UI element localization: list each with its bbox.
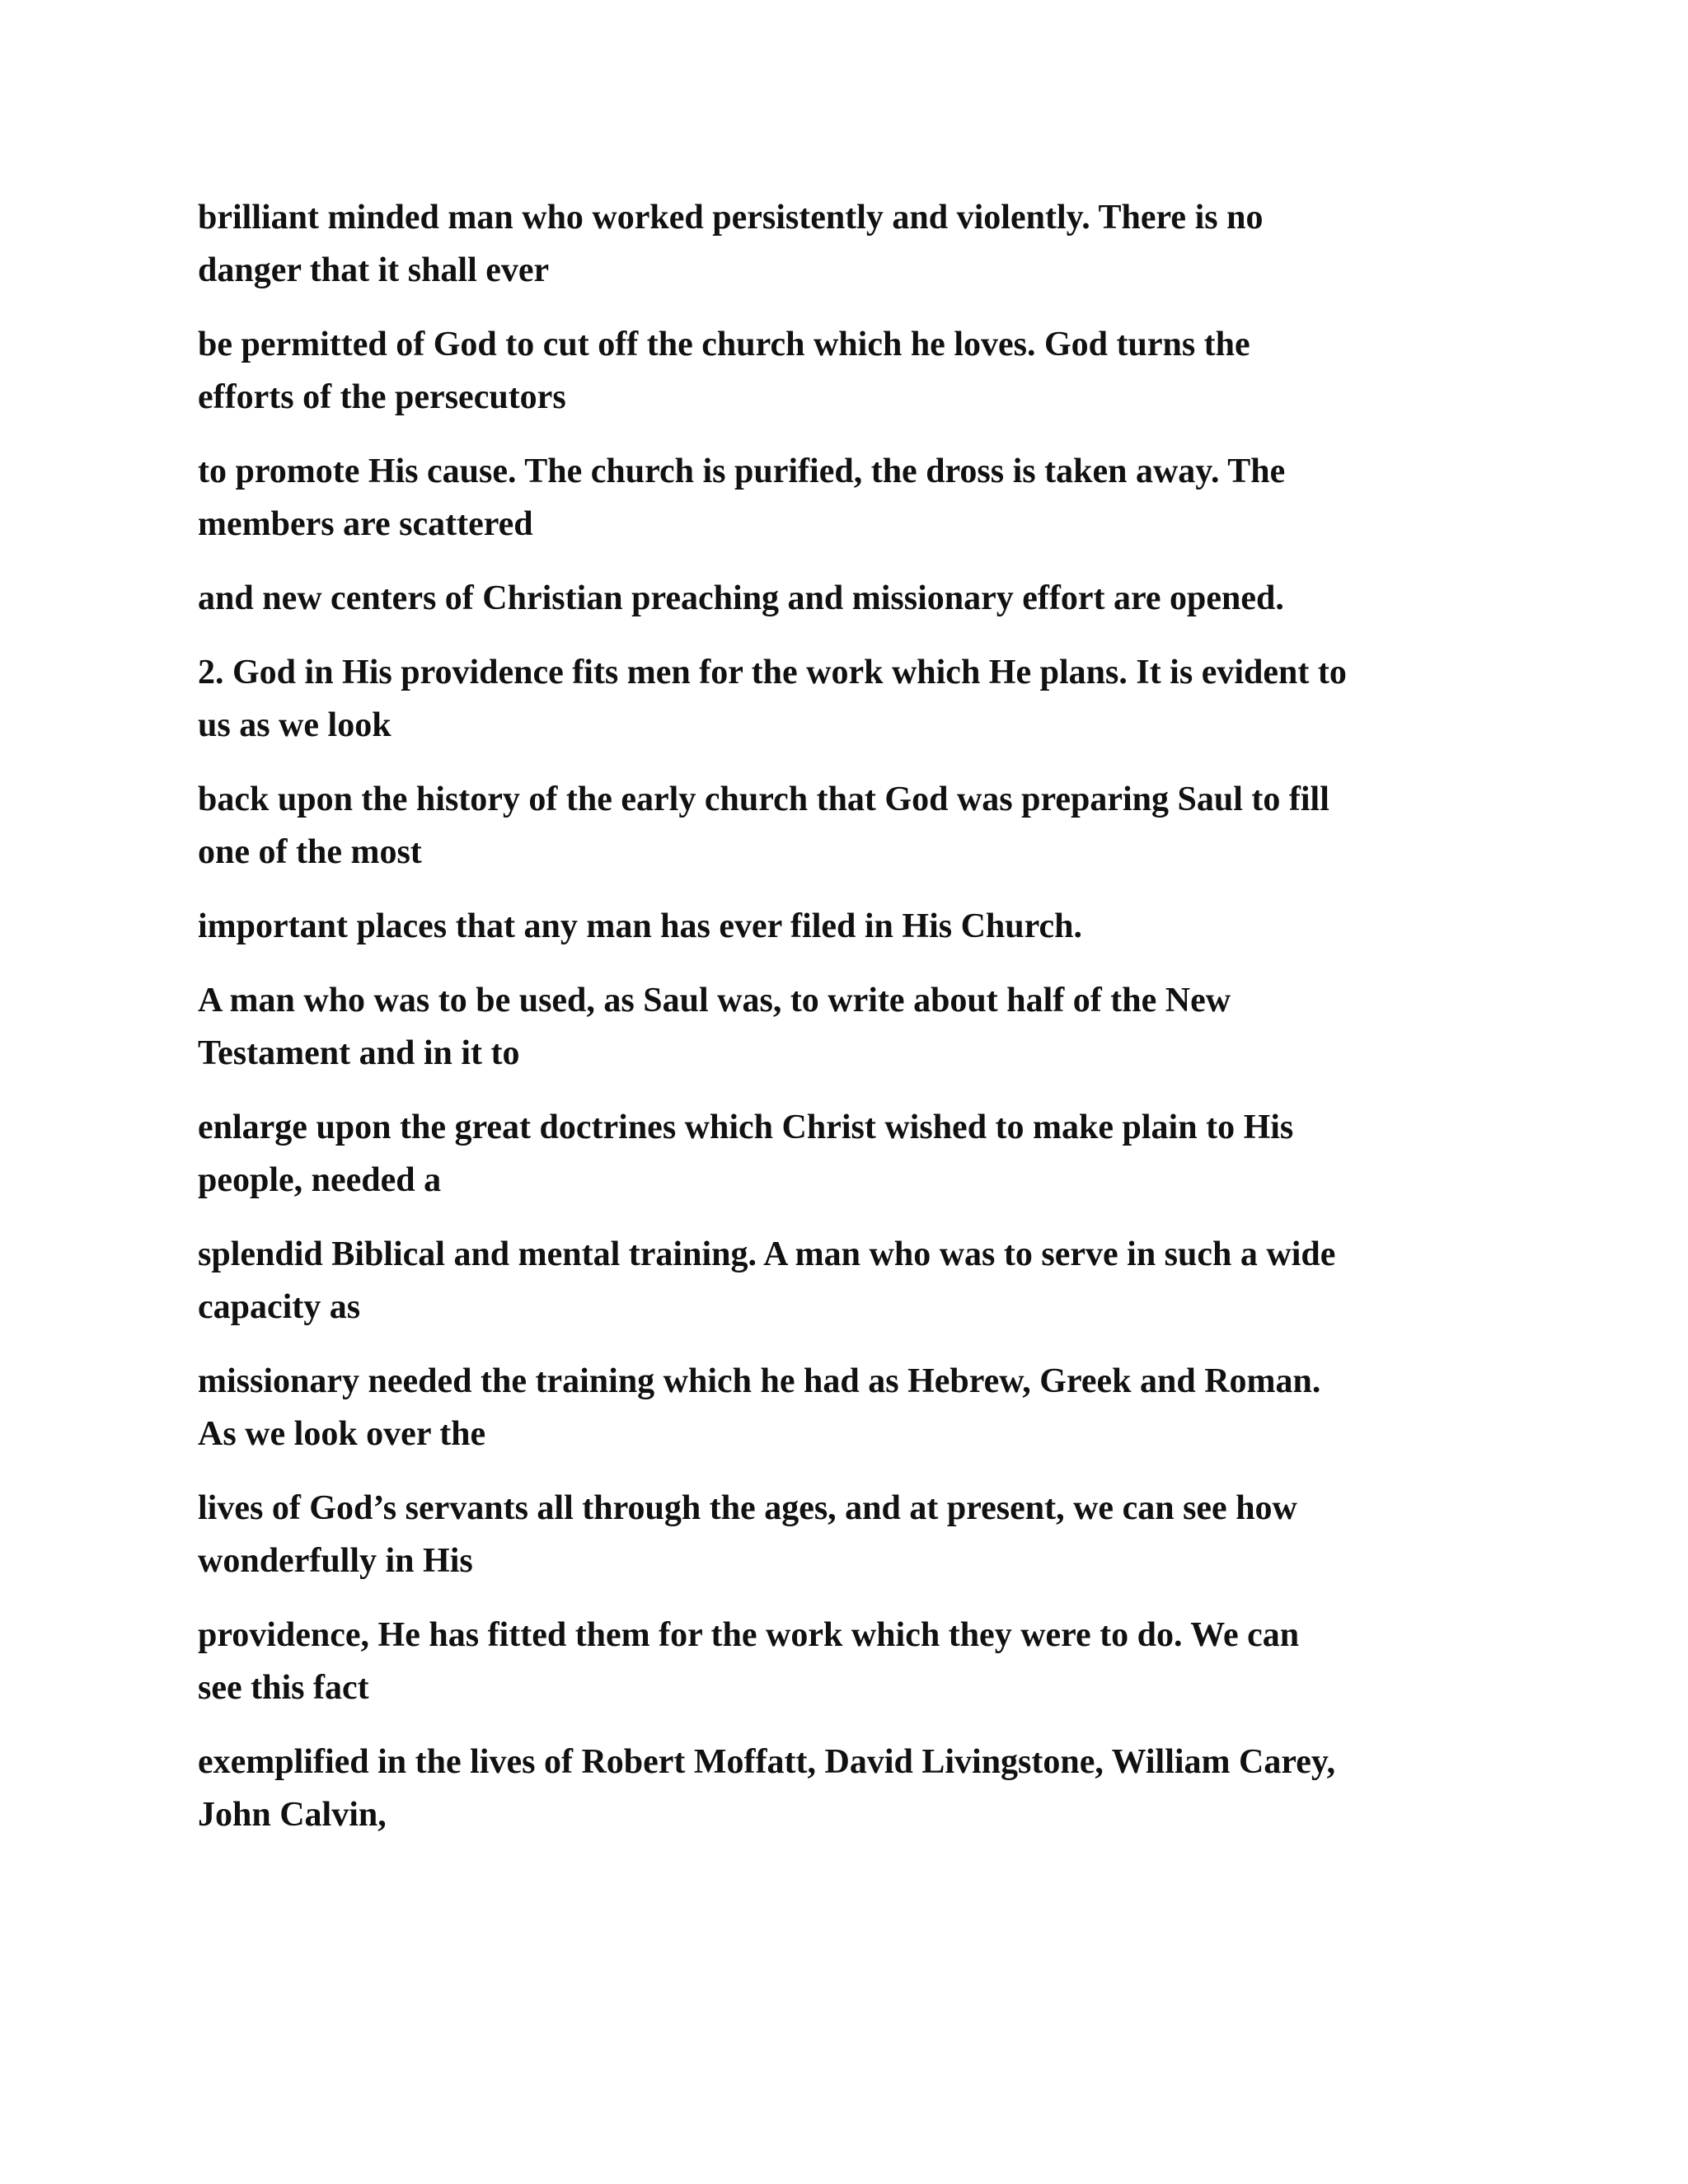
text-line: capacity as — [198, 1288, 361, 1326]
text-line: Testament and in it to — [198, 1034, 520, 1072]
text-line: John Calvin, — [198, 1796, 387, 1834]
text-line: to promote His cause. The church is purified, the dross is taken away. The — [198, 452, 1286, 490]
text-line: people, needed a — [198, 1161, 442, 1199]
text-line: A man who was to be used, as Saul was, to write about half of the New — [198, 982, 1231, 1019]
paragraph-8 — [198, 974, 1517, 1080]
paragraph-7 — [198, 900, 1517, 953]
text-line: important places that any man has ever filed in His Church. — [198, 907, 1083, 945]
text-line: wonderfully in His — [198, 1542, 473, 1580]
paragraph-12 — [198, 1482, 1517, 1587]
text-line: 2. God in His providence fits men for the work which He plans. It is evident to — [198, 654, 1347, 691]
paragraph-11 — [198, 1355, 1517, 1460]
paragraph-9 — [198, 1101, 1517, 1207]
text-line: us as we look — [198, 706, 392, 744]
text-line: lives of God’s servants all through the ages, and at present, we can see how — [198, 1489, 1297, 1527]
paragraph-13 — [198, 1609, 1517, 1714]
paragraph-2 — [198, 318, 1517, 424]
text-line: be permitted of God to cut off the church which he loves. God turns the — [198, 326, 1250, 363]
text-line: one of the most — [198, 833, 422, 871]
paragraph-3 — [198, 445, 1517, 551]
text-line: exemplified in the lives of Robert Moffatt, David Livingstone, William Carey, — [198, 1743, 1336, 1781]
text-line: and new centers of Christian preaching and missionary effort are opened. — [198, 579, 1284, 617]
text-line: missionary needed the training which he had as Hebrew, Greek and Roman. — [198, 1362, 1321, 1400]
paragraph-6 — [198, 773, 1517, 879]
text-line: see this fact — [198, 1669, 369, 1707]
paragraph-10 — [198, 1228, 1517, 1333]
text-line: providence, He has fitted them for the work which they were to do. We can — [198, 1616, 1300, 1654]
text-line: As we look over the — [198, 1415, 486, 1453]
text-line: brilliant minded man who worked persistently and violently. There is no — [198, 199, 1264, 237]
paragraph-4 — [198, 572, 1517, 625]
text-line: splendid Biblical and mental training. A man who was to serve in such a wide — [198, 1235, 1336, 1273]
text-line: members are scattered — [198, 505, 533, 543]
paragraph-1 — [198, 191, 1517, 297]
paragraph-14 — [198, 1736, 1517, 1841]
text-line: enlarge upon the great doctrines which Christ wished to make plain to His — [198, 1108, 1294, 1146]
paragraph-5 — [198, 646, 1517, 752]
document-body — [198, 191, 1517, 1863]
text-line: back upon the history of the early church that God was preparing Saul to fill — [198, 780, 1329, 818]
text-line: efforts of the persecutors — [198, 378, 566, 416]
text-line: danger that it shall ever — [198, 251, 550, 289]
